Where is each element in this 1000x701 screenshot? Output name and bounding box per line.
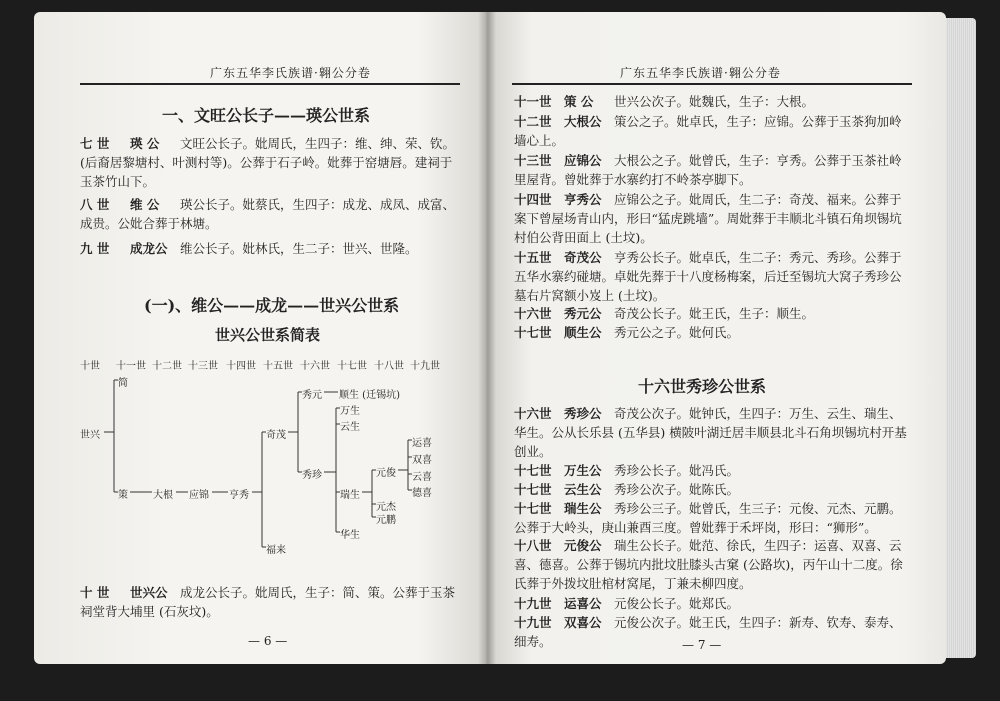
entry-name: 秀珍公 bbox=[564, 406, 602, 421]
entry-text: 秀元公之子。妣何氏。 bbox=[614, 325, 740, 340]
entry-generation: 八 世 bbox=[80, 197, 110, 212]
entry-generation: 十二世 bbox=[514, 114, 552, 129]
entry-wansheng bbox=[514, 461, 912, 480]
entry-text: 瑛公长子。妣蔡氏，生四子：成龙、成凤、成富、成贵。公妣合葬于林塘。 bbox=[80, 197, 456, 231]
entry-xiuzhen bbox=[514, 404, 912, 461]
running-head-left: 广东五华李氏族谱·翱公分卷 bbox=[210, 66, 371, 80]
entry-generation: 十一世 bbox=[514, 94, 552, 109]
entry-generation: 十七世 bbox=[514, 463, 552, 478]
table-title: 世兴公世系简表 bbox=[215, 326, 321, 344]
entry-text: 元俊公长子。妣郑氏。 bbox=[614, 596, 740, 611]
entry-generation: 十六世 bbox=[514, 406, 552, 421]
entry-text: 应锦公之子。妣周氏，生二子：奇茂、福来。公葬于案下曾屋场青山内，形曰“猛虎跳墙”。周妣葬于丰顺北斗镇石角坝锡坑村伯公背田面上 (土坟)。 bbox=[514, 192, 902, 245]
subsection-title: (一)、维公——成龙——世兴公世系 bbox=[144, 296, 400, 315]
page-number-right: — 7 — bbox=[682, 638, 722, 652]
entry-generation: 十四世 bbox=[514, 192, 552, 207]
entry-name: 成龙公 bbox=[130, 241, 168, 256]
lineage-tree-lines bbox=[34, 12, 486, 632]
tree-node-xiuzhen: 秀珍 bbox=[302, 470, 322, 481]
tree-node-fulai: 福来 bbox=[266, 545, 286, 556]
entry-text: 策公之子。妣卓氏，生子：应锦。公葬于玉茶狗加岭墙心上。 bbox=[514, 114, 902, 148]
entry-gen11 bbox=[514, 92, 912, 111]
entry-name: 策 公 bbox=[564, 94, 594, 109]
entry-gen13 bbox=[514, 151, 912, 189]
entry-text: 奇茂公长子。妣王氏，生子：顺生。 bbox=[614, 306, 815, 321]
tree-node-yunxi2: 云喜 bbox=[412, 472, 432, 483]
gen-header: 十九世 bbox=[410, 361, 440, 372]
entry-gen16-xiuyuan bbox=[514, 304, 912, 323]
entry-ruisheng bbox=[514, 499, 912, 537]
entry-name: 顺生公 bbox=[564, 325, 602, 340]
entry-name: 维 公 bbox=[130, 197, 160, 212]
gen-header: 十六世 bbox=[300, 361, 330, 372]
tree-node-yuanjie: 元杰 bbox=[376, 502, 396, 513]
entry-name: 大根公 bbox=[564, 114, 602, 129]
entry-generation: 十七世 bbox=[514, 482, 552, 497]
gen-header: 十一世 bbox=[116, 361, 146, 372]
book-spine bbox=[478, 12, 496, 664]
section-title-left: 一、文旺公长子——瑛公世系 bbox=[162, 106, 371, 125]
entry-generation: 十五世 bbox=[514, 250, 552, 265]
running-head-right: 广东五华李氏族谱·翱公分卷 bbox=[620, 66, 781, 80]
gen-header: 十四世 bbox=[226, 361, 256, 372]
gen-header: 十八世 bbox=[374, 361, 404, 372]
tree-node-shixing: 世兴 bbox=[80, 430, 100, 441]
entry-generation: 十六世 bbox=[514, 306, 552, 321]
entry-text: 奇茂公次子。妣钟氏，生四子：万生、云生、瑞生、华生。公从长乐县 (五华县) 横陂叶湖迁居丰顺县北斗石角坝锡坑村开基创业。 bbox=[514, 406, 907, 459]
entry-text: 大根公之子。妣曾氏，生子：亨秀。公葬于玉茶社岭里屋背。曾妣葬于水寨约打不岭茶亭脚下。 bbox=[514, 153, 902, 187]
tree-node-dagen: 大根 bbox=[153, 490, 173, 501]
entry-generation: 十九世 bbox=[514, 596, 552, 611]
entry-yuanjun bbox=[514, 536, 912, 593]
tree-node-xiuyuan: 秀元 bbox=[302, 390, 322, 401]
entry-name: 云生公 bbox=[564, 482, 602, 497]
entry-text: 元俊公次子。妣王氏，生四子：新寿、钦寿、泰寿、细寿。 bbox=[514, 615, 902, 649]
entry-name: 世兴公 bbox=[130, 585, 168, 600]
entry-name: 元俊公 bbox=[564, 538, 602, 553]
entry-gen17-shunsheng bbox=[514, 323, 912, 342]
entry-gen10 bbox=[80, 583, 462, 621]
entry-text: 文旺公长子。妣周氏，生四子：维、绅、荣、钦。(后裔居黎塘村、叶测村等)。公葬于石子岭。妣葬于窑塘唇。建祠于玉茶竹山下。 bbox=[80, 136, 456, 189]
entry-name: 奇茂公 bbox=[564, 250, 602, 265]
entry-generation: 十 世 bbox=[80, 585, 110, 600]
entry-gen12 bbox=[514, 112, 912, 150]
right-page bbox=[486, 12, 946, 664]
entry-text: 亨秀公长子。妣卓氏，生二子：秀元、秀珍。公葬于五华水寨约碰塘。卓妣先葬于十八度杨梅案，后迁至锡坑大窝子秀珍公墓右片窝额小岌上 (土坟)。 bbox=[514, 250, 902, 303]
entry-gen15 bbox=[514, 248, 912, 305]
entry-text: 维公长子。妣林氏，生二子：世兴、世隆。 bbox=[180, 241, 418, 256]
entry-name: 瑞生公 bbox=[564, 501, 602, 516]
tree-node-yuanjun: 元俊 bbox=[376, 468, 396, 479]
entry-yunxi bbox=[514, 594, 912, 613]
entry-gen14 bbox=[514, 190, 912, 247]
tree-node-hengxiu: 亨秀 bbox=[229, 490, 249, 501]
entry-yunsheng bbox=[514, 480, 912, 499]
tree-node-shuangxi: 双喜 bbox=[412, 455, 432, 466]
gen-header: 十三世 bbox=[188, 361, 218, 372]
tree-node-jian: 简 bbox=[118, 378, 128, 389]
tree-node-dexi: 德喜 bbox=[412, 488, 432, 499]
gen-header: 十二世 bbox=[152, 361, 182, 372]
entry-generation: 十七世 bbox=[514, 325, 552, 340]
entry-generation: 十九世 bbox=[514, 615, 552, 630]
tree-node-huasheng: 华生 bbox=[340, 530, 360, 541]
entry-generation: 九 世 bbox=[80, 241, 110, 256]
entry-text: 秀珍公次子。妣陈氏。 bbox=[614, 482, 740, 497]
tree-node-shunsheng: 顺生 (迁锡坑) bbox=[339, 390, 400, 401]
entry-name: 秀元公 bbox=[564, 306, 602, 321]
tree-node-wansheng: 万生 bbox=[340, 406, 360, 417]
entry-generation: 十七世 bbox=[514, 501, 552, 516]
entry-name: 运喜公 bbox=[564, 596, 602, 611]
tree-node-qimao: 奇茂 bbox=[266, 430, 286, 441]
left-page bbox=[34, 12, 486, 664]
page-number-left: — 6 — bbox=[248, 634, 288, 648]
header-rule-right bbox=[512, 83, 912, 85]
entry-name: 双喜公 bbox=[564, 615, 602, 630]
entry-text: 秀珍公长子。妣冯氏。 bbox=[614, 463, 740, 478]
entry-text: 世兴公次子。妣魏氏，生子：大根。 bbox=[614, 94, 815, 109]
entry-text: 秀珍公三子。妣曾氏，生三子：元俊、元杰、元鹏。公葬于大岭头，庚山兼酉三度。曾妣葬于禾坪岗，形曰：“狮形”。 bbox=[514, 501, 902, 535]
entry-name: 瑛 公 bbox=[130, 136, 160, 151]
tree-node-yingjin: 应锦 bbox=[189, 490, 209, 501]
entry-name: 应锦公 bbox=[564, 153, 602, 168]
entry-generation: 七 世 bbox=[80, 136, 110, 151]
tree-node-yunxi: 运喜 bbox=[412, 438, 432, 449]
tree-node-ce: 策 bbox=[118, 490, 128, 501]
gen-header: 十世 bbox=[80, 361, 100, 372]
entry-name: 万生公 bbox=[564, 463, 602, 478]
entry-text: 成龙公长子。妣周氏，生子：简、策。公葬于玉茶祠堂背大埔里 (石灰坟)。 bbox=[80, 585, 456, 619]
section-title-right: 十六世秀珍公世系 bbox=[638, 377, 767, 396]
gen-header: 十七世 bbox=[337, 361, 367, 372]
entry-name: 亨秀公 bbox=[564, 192, 602, 207]
entry-text: 瑞生公长子。妣范、徐氏，生四子：运喜、双喜、云喜、德喜。公葬于锡坑内批坟肚膝头古窠 (公路坎)，丙午山十二度。徐氏葬于外拨坟肚棺材窝尾，丁兼未柳四度。 bbox=[514, 538, 903, 591]
entry-generation: 十三世 bbox=[514, 153, 552, 168]
tree-node-yuanpeng: 元鹏 bbox=[376, 515, 396, 526]
entry-generation: 十八世 bbox=[514, 538, 552, 553]
tree-node-ruisheng: 瑞生 bbox=[340, 490, 360, 501]
gen-header: 十五世 bbox=[263, 361, 293, 372]
tree-node-yunsheng: 云生 bbox=[340, 422, 360, 433]
